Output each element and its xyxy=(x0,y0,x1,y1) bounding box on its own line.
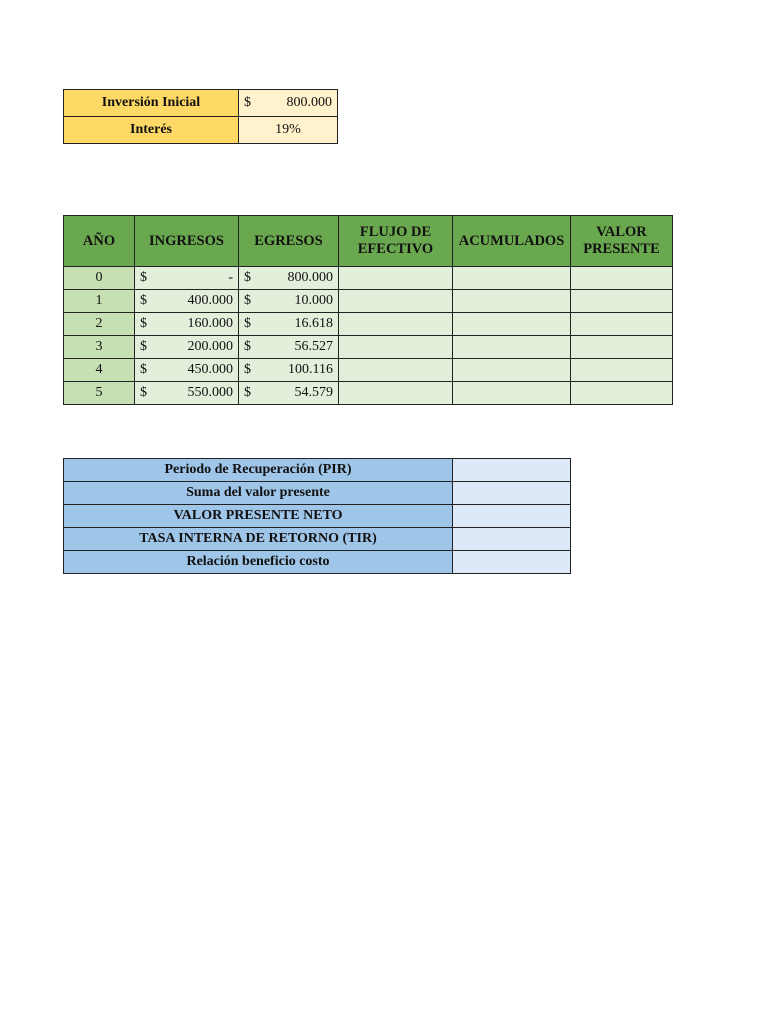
acumulados-cell[interactable] xyxy=(453,267,571,290)
flujo-cell[interactable] xyxy=(339,267,453,290)
ingresos-cell[interactable] xyxy=(135,382,239,405)
header-acumulados: ACUMULADOS xyxy=(453,216,571,267)
currency-symbol: $ xyxy=(244,339,251,354)
header-year: AÑO xyxy=(64,216,135,267)
year-cell[interactable]: 1 xyxy=(64,290,135,313)
initial-investment-cell[interactable] xyxy=(239,90,338,117)
year-cell[interactable]: 4 xyxy=(64,359,135,382)
ingresos-cell[interactable] xyxy=(135,313,239,336)
summary-value-cell[interactable] xyxy=(453,505,571,528)
summary-row xyxy=(64,528,571,551)
ingresos-cell[interactable] xyxy=(135,359,239,382)
acumulados-cell[interactable] xyxy=(453,290,571,313)
interest-value[interactable]: 19% xyxy=(239,117,338,144)
ingresos-cell[interactable] xyxy=(135,267,239,290)
ingresos-value: 160.000 xyxy=(187,316,233,331)
cash-flow-header-row xyxy=(64,216,673,267)
egresos-value: 100.116 xyxy=(288,362,333,377)
summary-body xyxy=(64,459,571,574)
egresos-cell[interactable] xyxy=(239,290,339,313)
interest-row xyxy=(64,117,338,144)
currency-symbol: $ xyxy=(244,362,251,377)
summary-row xyxy=(64,505,571,528)
egresos-value: 800.000 xyxy=(287,270,333,285)
currency-symbol: $ xyxy=(244,293,251,308)
valor-presente-cell[interactable] xyxy=(571,313,673,336)
year-cell[interactable]: 5 xyxy=(64,382,135,405)
summary-row xyxy=(64,551,571,574)
acumulados-cell[interactable] xyxy=(453,382,571,405)
table-row xyxy=(64,290,673,313)
egresos-value: 54.579 xyxy=(294,385,333,400)
summary-value-cell[interactable] xyxy=(453,459,571,482)
table-row xyxy=(64,313,673,336)
cash-flow-body xyxy=(64,267,673,405)
egresos-value: 16.618 xyxy=(294,316,333,331)
ingresos-cell[interactable] xyxy=(135,290,239,313)
currency-symbol: $ xyxy=(244,95,251,110)
summary-label: VALOR PRESENTE NETO xyxy=(64,505,453,528)
egresos-cell[interactable] xyxy=(239,267,339,290)
table-row xyxy=(64,336,673,359)
ingresos-value: 200.000 xyxy=(187,339,233,354)
egresos-value: 56.527 xyxy=(294,339,333,354)
summary-table xyxy=(63,458,571,574)
initial-investment-value: 800.000 xyxy=(286,95,332,110)
table-row xyxy=(64,382,673,405)
summary-value-cell[interactable] xyxy=(453,551,571,574)
investment-info-table xyxy=(63,89,338,144)
table-row xyxy=(64,267,673,290)
interest-label: Interés xyxy=(64,117,239,144)
summary-label: Suma del valor presente xyxy=(64,482,453,505)
currency-symbol: $ xyxy=(140,339,147,354)
acumulados-cell[interactable] xyxy=(453,359,571,382)
summary-row xyxy=(64,482,571,505)
currency-symbol: $ xyxy=(140,362,147,377)
egresos-cell[interactable] xyxy=(239,359,339,382)
currency-symbol: $ xyxy=(244,385,251,400)
currency-symbol: $ xyxy=(244,270,251,285)
egresos-value: 10.000 xyxy=(294,293,333,308)
egresos-cell[interactable] xyxy=(239,336,339,359)
flujo-cell[interactable] xyxy=(339,336,453,359)
currency-symbol: $ xyxy=(140,316,147,331)
currency-symbol: $ xyxy=(244,316,251,331)
flujo-cell[interactable] xyxy=(339,382,453,405)
flujo-cell[interactable] xyxy=(339,290,453,313)
ingresos-value: - xyxy=(228,270,233,285)
acumulados-cell[interactable] xyxy=(453,313,571,336)
currency-symbol: $ xyxy=(140,293,147,308)
summary-label: TASA INTERNA DE RETORNO (TIR) xyxy=(64,528,453,551)
ingresos-value: 550.000 xyxy=(187,385,233,400)
year-cell[interactable]: 2 xyxy=(64,313,135,336)
header-flujo: FLUJO DE EFECTIVO xyxy=(339,216,453,267)
summary-label: Periodo de Recuperación (PIR) xyxy=(64,459,453,482)
summary-label: Relación beneficio costo xyxy=(64,551,453,574)
year-cell[interactable]: 0 xyxy=(64,267,135,290)
initial-investment-label: Inversión Inicial xyxy=(64,90,239,117)
summary-value-cell[interactable] xyxy=(453,528,571,551)
flujo-cell[interactable] xyxy=(339,359,453,382)
year-cell[interactable]: 3 xyxy=(64,336,135,359)
acumulados-cell[interactable] xyxy=(453,336,571,359)
valor-presente-cell[interactable] xyxy=(571,359,673,382)
initial-investment-row xyxy=(64,90,338,117)
ingresos-value: 450.000 xyxy=(187,362,233,377)
currency-symbol: $ xyxy=(140,385,147,400)
egresos-cell[interactable] xyxy=(239,313,339,336)
summary-row xyxy=(64,459,571,482)
cash-flow-table xyxy=(63,215,673,405)
egresos-cell[interactable] xyxy=(239,382,339,405)
valor-presente-cell[interactable] xyxy=(571,382,673,405)
ingresos-value: 400.000 xyxy=(187,293,233,308)
ingresos-cell[interactable] xyxy=(135,336,239,359)
header-egresos: EGRESOS xyxy=(239,216,339,267)
table-row xyxy=(64,359,673,382)
currency-symbol: $ xyxy=(140,270,147,285)
header-ingresos: INGRESOS xyxy=(135,216,239,267)
flujo-cell[interactable] xyxy=(339,313,453,336)
valor-presente-cell[interactable] xyxy=(571,336,673,359)
valor-presente-cell[interactable] xyxy=(571,267,673,290)
valor-presente-cell[interactable] xyxy=(571,290,673,313)
header-valor-presente: VALOR PRESENTE xyxy=(571,216,673,267)
summary-value-cell[interactable] xyxy=(453,482,571,505)
